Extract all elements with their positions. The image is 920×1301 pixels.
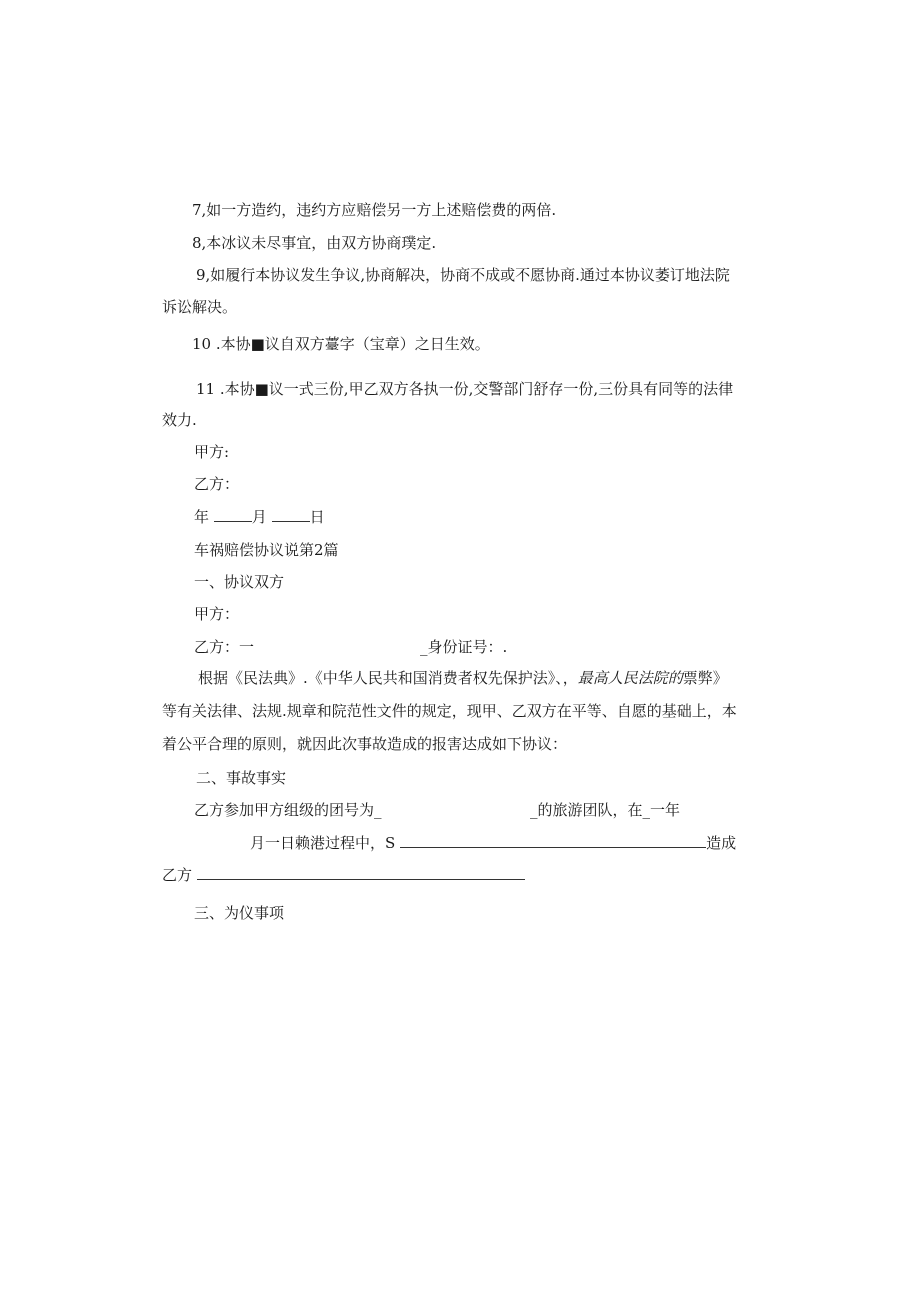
heading-parties: 一、协议双方 bbox=[194, 573, 285, 591]
fact-line3-text: 乙方 bbox=[162, 866, 193, 884]
clause-11-line1: 11 .本协■议一式三份,甲乙双方各执一份,交警部门舒存一份,三份具有同等的法律 bbox=[196, 380, 734, 398]
party-a-field: 甲方： bbox=[194, 605, 240, 623]
basis-italic-text: 最高人民法院的 bbox=[577, 669, 683, 687]
basis-line3: 着公平合理的原则，就因此次事故造成的报害达成如下协议： bbox=[162, 735, 568, 753]
clause-9-line2: 诉讼解决。 bbox=[162, 298, 238, 316]
date-year-label: 年 bbox=[194, 508, 210, 526]
clause-9-line1: 9,如履行本协议发生争议,协商解决，协商不成或不愿协商.通过本协议萎订地法院 bbox=[196, 266, 730, 284]
heading-facts: 二、事故事实 bbox=[196, 769, 287, 787]
fact-line2 bbox=[250, 833, 736, 853]
basis-line1 bbox=[198, 668, 728, 688]
clause-7: 7,如一方造约，违约方应赔偿另一方上述赔偿费的两倍. bbox=[192, 201, 557, 219]
party-b-signature: 乙方： bbox=[194, 475, 240, 493]
clause-11-line2: 效力. bbox=[162, 411, 197, 429]
date-line bbox=[194, 507, 325, 527]
fact-line2-end: 造成 bbox=[706, 834, 737, 852]
party-a-signature: 甲方: bbox=[194, 443, 230, 461]
id-number-field: _身份证号：. bbox=[420, 638, 508, 656]
party-b-field: 乙方：一 bbox=[194, 638, 255, 656]
basis-end-text: 票弊》 bbox=[682, 669, 728, 687]
fact-line1-part2: _的旅游团队，在_一年 bbox=[530, 801, 681, 819]
month-blank bbox=[214, 507, 252, 522]
fact-line3 bbox=[162, 865, 525, 885]
day-blank bbox=[272, 507, 310, 522]
section-title-2: 车祸赔偿协议说第2篇 bbox=[194, 541, 339, 559]
clause-8: 8,本冰议未尽事宜，由双方协商璞定. bbox=[192, 234, 437, 252]
basis-line2: 等有关法律、法规.规章和院范性文件的规定，现甲、乙双方在平等、自愿的基础上，本 bbox=[162, 702, 737, 720]
fact-line1-part1: 乙方参加甲方组级的团号为_ bbox=[194, 801, 382, 819]
fact-blank bbox=[400, 833, 706, 848]
fact-line2-text: 月一日赖港过程中，S bbox=[250, 834, 396, 852]
injury-blank bbox=[197, 865, 525, 880]
clause-10: 10 .本协■议自双方薹字（宝章）之日生效。 bbox=[192, 335, 490, 353]
heading-matters: 三、为仪事项 bbox=[194, 904, 285, 922]
date-month-label: 月 bbox=[251, 508, 267, 526]
date-day-label: 日 bbox=[309, 508, 325, 526]
basis-text: 根据《民法典》.《中华人民共和国消费者权先保护法》、， bbox=[198, 669, 578, 687]
